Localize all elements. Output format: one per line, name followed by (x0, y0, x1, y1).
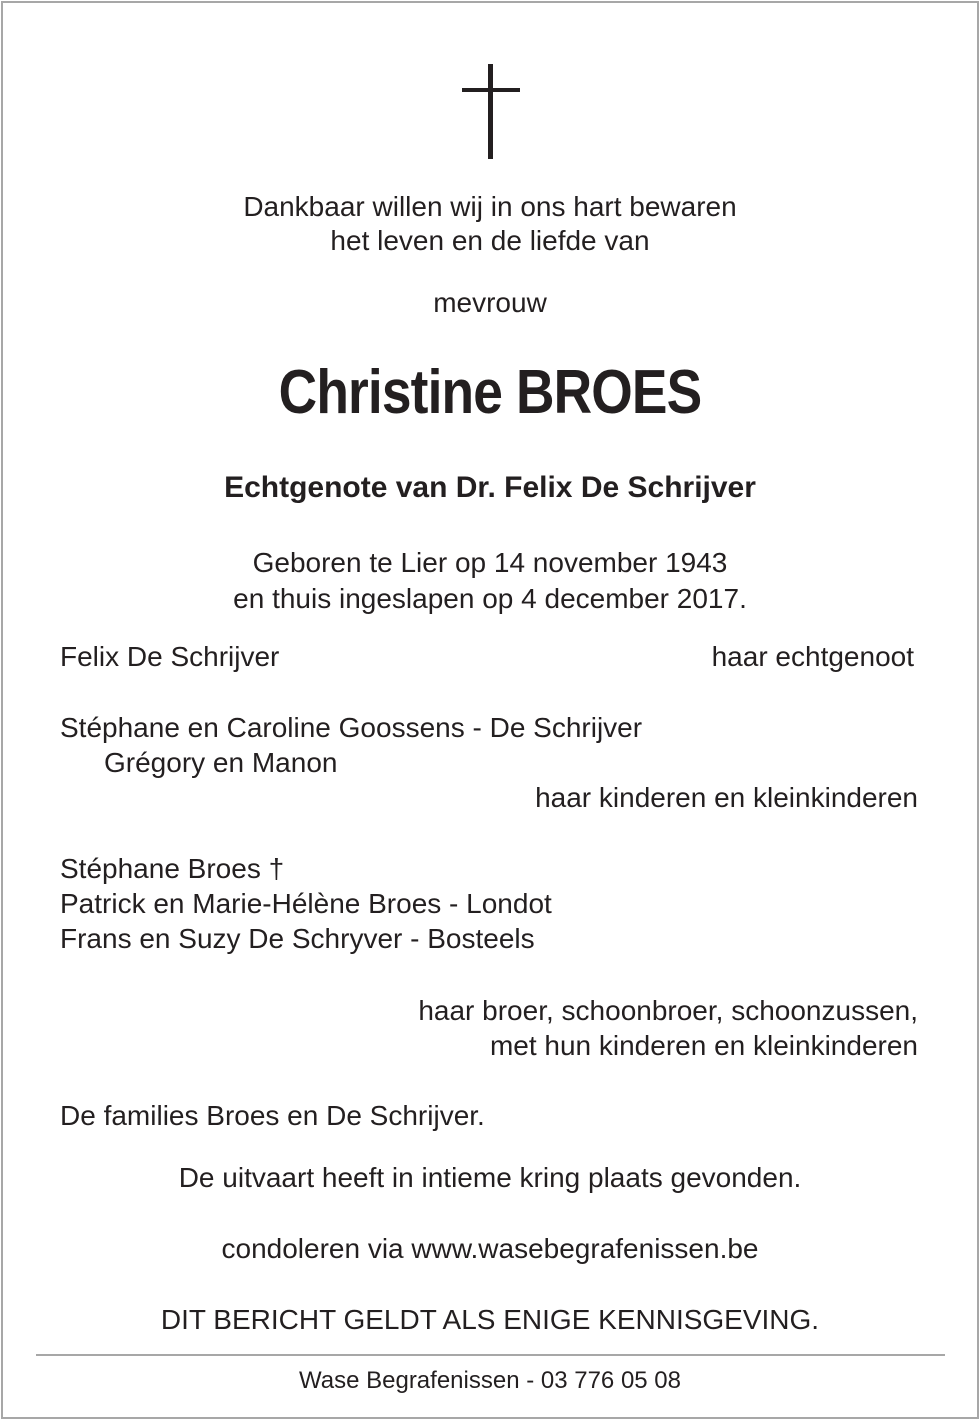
deceased-name: Christine BROES (278, 358, 702, 427)
birth-line: Geboren te Lier op 14 november 1943 (252, 547, 728, 578)
condolences-line: condoleren via www.wasebegrafenissen.be (221, 1233, 759, 1264)
intro-line-1: Dankbaar willen wij in ons hart bewaren (243, 191, 737, 222)
grandchild-name: Grégory en Manon (104, 747, 338, 778)
footer-divider (36, 1354, 945, 1356)
child-name: Stéphane en Caroline Goossens - De Schrijver (60, 712, 643, 743)
notice-line: DIT BERICHT GELDT ALS ENIGE KENNISGEVING. (160, 1304, 820, 1335)
spouse-name: Felix De Schrijver (60, 641, 280, 672)
cross-icon (462, 64, 520, 159)
funeral-note: De uitvaart heeft in intieme kring plaats gevonden. (178, 1162, 802, 1193)
death-line: en thuis ingeslapen op 4 december 2017. (233, 583, 747, 614)
intro-line-2: het leven en de liefde van (330, 225, 650, 256)
footer-text: Wase Begrafenissen - 03 776 05 08 (298, 1367, 682, 1394)
sibling-name: Stéphane Broes † (60, 853, 285, 884)
siblings-relation-line-2: met hun kinderen en kleinkinderen (489, 1030, 918, 1061)
spouse-relation: haar echtgenoot (711, 641, 914, 672)
children-relation: haar kinderen en kleinkinderen (535, 782, 918, 813)
title-prefix: mevrouw (433, 287, 547, 318)
spouse-line: Echtgenote van Dr. Felix De Schrijver (224, 471, 756, 504)
siblings-relation-line-1: haar broer, schoonbroer, schoonzussen, (418, 995, 918, 1026)
sibling-name: Frans en Suzy De Schryver - Bosteels (60, 923, 535, 954)
families-line: De families Broes en De Schrijver. (60, 1100, 485, 1131)
sibling-name: Patrick en Marie-Hélène Broes - Londot (60, 888, 552, 919)
